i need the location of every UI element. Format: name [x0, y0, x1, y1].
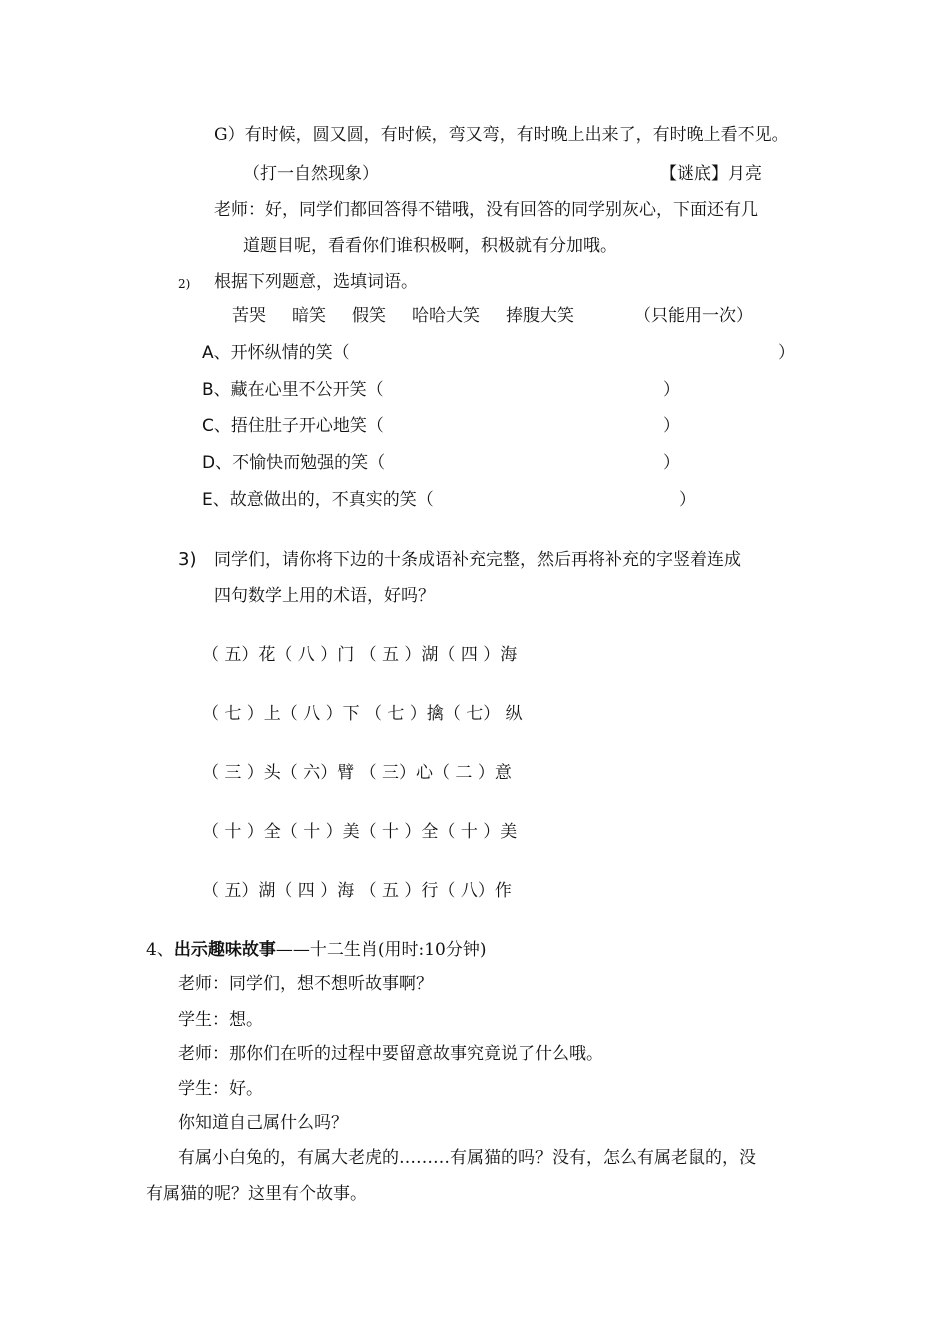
- fill-item-c-close: ）: [663, 416, 680, 436]
- section-4-title: 出示趣味故事: [173, 940, 276, 960]
- fill-item-e: E、故意做出的，不真实的笑（: [202, 490, 434, 510]
- section-4-number: 4、: [146, 940, 174, 960]
- dialogue-line: 学生：好。: [178, 1079, 263, 1099]
- fill-item-b-close: ）: [663, 380, 680, 400]
- idiom-row: （ 五）湖（ 四 ）海 （ 五 ）行（ 八）作: [202, 881, 512, 901]
- fill-item-c: C、捂住肚子开心地笑（: [202, 416, 384, 436]
- word-bank: [232, 304, 600, 328]
- story-line-last: 有属猫的呢？这里有个故事。: [146, 1184, 367, 1204]
- word-bank-note: （只能用一次）: [634, 306, 753, 326]
- idiom-row: （ 七 ）上（ 八 ）下 （ 七 ）擒（ 七） 纵: [202, 704, 523, 724]
- teacher-remark-line1: 老师：好，同学们都回答得不错哦，没有回答的同学别灰心，下面还有几: [214, 200, 758, 220]
- idiom-row: （ 三 ）头（ 六）臂 （ 三）心（ 二 ）意: [202, 763, 512, 783]
- idiom-row: （ 十 ）全（ 十 ）美（ 十 ）全（ 十 ）美: [202, 822, 518, 842]
- question-3-line1: 同学们，请你将下边的十条成语补充完整，然后再将补充的字竖着连成: [214, 550, 741, 570]
- story-line: 有属小白兔的，有属大老虎的………有属猫的吗？没有，怎么有属老鼠的，没: [178, 1148, 756, 1168]
- riddle-hint: （打一自然现象）: [243, 164, 379, 184]
- section-4-subtitle: ——十二生肖(用时:10分钟): [275, 940, 487, 960]
- idiom-row: （ 五）花（ 八 ）门 （ 五 ）湖（ 四 ）海: [202, 645, 518, 665]
- fill-item-a-close: ）: [778, 343, 795, 363]
- question-3-number: 3): [178, 549, 197, 570]
- fill-item-a: A、开怀纵情的笑（: [202, 343, 350, 363]
- question-3-line2: 四句数学上用的术语，好吗？: [214, 586, 435, 606]
- fill-item-d-close: ）: [663, 453, 680, 473]
- question-2-number: 2): [178, 277, 191, 291]
- word-option: 哈哈大笑: [412, 306, 480, 326]
- word-option: 苦哭: [232, 306, 266, 326]
- dialogue-line: 老师：同学们，想不想听故事啊？: [178, 974, 433, 994]
- dialogue-line: 老师：那你们在听的过程中要留意故事究竟说了什么哦。: [178, 1044, 603, 1064]
- fill-item-b: B、藏在心里不公开笑（: [202, 380, 384, 400]
- teacher-remark-line2: 道题目呢，看看你们谁积极啊，积极就有分加哦。: [243, 236, 617, 256]
- question-2-prompt: 根据下列题意，选填词语。: [214, 272, 418, 292]
- word-option: 暗笑: [292, 306, 326, 326]
- section-4-heading: [146, 938, 486, 962]
- riddle-answer: 【谜底】月亮: [660, 164, 762, 184]
- word-option: 假笑: [352, 306, 386, 326]
- dialogue-line: 学生：想。: [178, 1010, 263, 1030]
- riddle-text: G）有时候，圆又圆，有时候，弯又弯，有时晚上出来了，有时晚上看不见。: [214, 125, 789, 145]
- dialogue-line: 你知道自己属什么吗？: [178, 1113, 348, 1133]
- fill-item-e-close: ）: [679, 490, 696, 510]
- fill-item-d: D、不愉快而勉强的笑（: [202, 453, 386, 473]
- word-option: 捧腹大笑: [506, 306, 574, 326]
